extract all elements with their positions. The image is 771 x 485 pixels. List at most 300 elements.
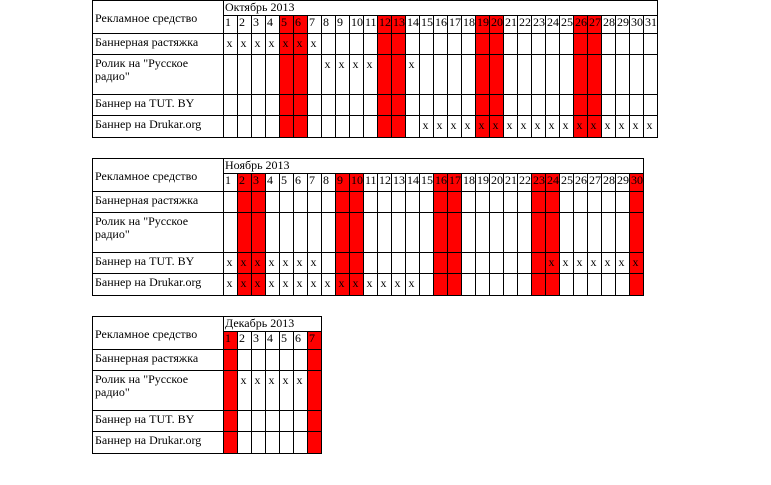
table-row <box>93 253 644 274</box>
schedule-cell <box>546 192 560 213</box>
schedule-cell <box>252 95 266 116</box>
schedule-cell <box>602 274 616 296</box>
schedule-cell <box>266 213 280 253</box>
placement-mark: x <box>576 118 583 132</box>
schedule-cell <box>420 116 434 138</box>
schedule-cell <box>238 350 252 371</box>
table-row <box>93 411 322 432</box>
schedule-cell <box>462 116 476 138</box>
schedule-cell <box>336 274 350 296</box>
schedule-cell <box>224 116 238 138</box>
placement-mark: x <box>576 255 583 269</box>
schedule-cell <box>504 213 518 253</box>
placement-mark: x <box>254 255 261 269</box>
schedule-cell <box>280 371 294 411</box>
schedule-cell <box>252 274 266 296</box>
placement-mark: x <box>450 118 457 132</box>
schedule-cell <box>378 55 392 95</box>
schedule-cell <box>518 55 532 95</box>
schedule-cell <box>462 34 476 55</box>
month-block <box>92 158 644 296</box>
schedule-cell <box>588 213 602 253</box>
schedule-cell <box>252 34 266 55</box>
schedule-cell <box>238 116 252 138</box>
placement-mark: x <box>422 118 429 132</box>
schedule-cell <box>588 34 602 55</box>
schedule-cell <box>224 213 238 253</box>
placement-mark: x <box>310 36 317 50</box>
schedule-cell <box>630 95 644 116</box>
schedule-cell <box>518 253 532 274</box>
day-number: 29 <box>616 16 630 34</box>
placement-mark: x <box>380 276 387 290</box>
schedule-cell <box>420 274 434 296</box>
placement-mark: x <box>240 373 247 387</box>
schedule-cell <box>476 274 490 296</box>
schedule-cell <box>336 34 350 55</box>
schedule-cell <box>294 274 308 296</box>
schedule-cell <box>392 95 406 116</box>
schedule-cell <box>616 95 630 116</box>
month-title: Декабрь 2013 <box>224 317 322 332</box>
schedule-cell <box>280 432 294 454</box>
schedule-cell <box>294 411 308 432</box>
schedule-cell <box>266 116 280 138</box>
media-label: Ролик на "Русское радио" <box>93 55 224 95</box>
schedule-cell <box>336 192 350 213</box>
schedule-cell <box>602 253 616 274</box>
schedule-cell <box>322 192 336 213</box>
schedule-cell <box>392 116 406 138</box>
schedule-cell <box>560 116 574 138</box>
schedule-cell <box>280 192 294 213</box>
schedule-cell <box>490 253 504 274</box>
placement-mark: x <box>408 276 415 290</box>
schedule-cell <box>308 116 322 138</box>
placement-mark: x <box>226 36 233 50</box>
day-number: 27 <box>588 174 602 192</box>
schedule-cell <box>420 95 434 116</box>
schedule-cell <box>308 371 322 411</box>
table-row <box>93 95 658 116</box>
schedule-cell <box>644 34 658 55</box>
schedule-cell <box>616 253 630 274</box>
placement-mark: x <box>646 118 653 132</box>
schedule-cell <box>546 213 560 253</box>
schedule-cell <box>602 34 616 55</box>
schedule-cell <box>560 34 574 55</box>
schedule-cell <box>308 95 322 116</box>
schedule-cell <box>350 274 364 296</box>
schedule-table <box>92 316 322 454</box>
schedule-cell <box>238 432 252 454</box>
schedule-cell <box>518 95 532 116</box>
media-label: Баннерная растяжка <box>93 350 224 371</box>
placement-mark: x <box>268 36 275 50</box>
schedule-cell <box>518 274 532 296</box>
schedule-cell <box>238 371 252 411</box>
schedule-cell <box>406 253 420 274</box>
schedule-cell <box>252 192 266 213</box>
schedule-cell <box>378 34 392 55</box>
schedule-cell <box>532 95 546 116</box>
schedule-cell <box>350 116 364 138</box>
day-number: 27 <box>588 16 602 34</box>
placement-mark: x <box>268 255 275 269</box>
schedule-cell <box>490 55 504 95</box>
placement-mark: x <box>338 276 345 290</box>
schedule-cell <box>378 192 392 213</box>
schedule-cell <box>336 213 350 253</box>
schedule-cell <box>532 192 546 213</box>
schedule-cell <box>294 55 308 95</box>
schedule-cell <box>504 192 518 213</box>
day-number: 7 <box>308 174 322 192</box>
schedule-cell <box>336 253 350 274</box>
schedule-cell <box>322 213 336 253</box>
schedule-cell <box>560 213 574 253</box>
placement-mark: x <box>590 118 597 132</box>
schedule-cell <box>392 253 406 274</box>
media-label: Ролик на "Русское радио" <box>93 371 224 411</box>
day-number: 3 <box>252 332 266 350</box>
placement-mark: x <box>282 255 289 269</box>
month-block <box>92 0 658 138</box>
day-number: 24 <box>546 174 560 192</box>
schedule-cell <box>532 116 546 138</box>
day-number: 1 <box>224 332 238 350</box>
schedule-cell <box>574 213 588 253</box>
placement-mark: x <box>506 118 513 132</box>
schedule-cell <box>294 116 308 138</box>
schedule-cell <box>224 432 238 454</box>
day-number: 26 <box>574 174 588 192</box>
schedule-cell <box>560 55 574 95</box>
schedule-cell <box>252 411 266 432</box>
day-number: 14 <box>406 16 420 34</box>
day-number: 3 <box>252 174 266 192</box>
schedule-cell <box>602 116 616 138</box>
schedule-cell <box>630 55 644 95</box>
placement-mark: x <box>618 118 625 132</box>
schedule-cell <box>546 253 560 274</box>
schedule-cell <box>532 274 546 296</box>
placement-mark: x <box>324 57 331 71</box>
schedule-cell <box>252 213 266 253</box>
day-number: 28 <box>602 174 616 192</box>
schedule-cell <box>308 55 322 95</box>
placement-mark: x <box>366 57 373 71</box>
placement-mark: x <box>254 276 261 290</box>
schedule-cell <box>448 95 462 116</box>
schedule-cell <box>280 116 294 138</box>
schedule-cell <box>574 253 588 274</box>
schedule-cell <box>308 192 322 213</box>
schedule-cell <box>280 55 294 95</box>
schedule-cell <box>588 116 602 138</box>
day-number: 12 <box>378 174 392 192</box>
schedule-cell <box>630 192 644 213</box>
day-number: 20 <box>490 16 504 34</box>
table-row <box>93 192 644 213</box>
schedule-cell <box>630 116 644 138</box>
media-label: Баннер на TUT. BY <box>93 95 224 116</box>
schedule-cell <box>546 95 560 116</box>
schedule-cell <box>462 213 476 253</box>
schedule-cell <box>308 274 322 296</box>
schedule-cell <box>434 274 448 296</box>
schedule-cell <box>406 55 420 95</box>
day-number: 30 <box>630 174 644 192</box>
schedule-cell <box>476 253 490 274</box>
day-number: 29 <box>616 174 630 192</box>
schedule-cell <box>602 213 616 253</box>
day-number: 16 <box>434 174 448 192</box>
schedule-cell <box>546 274 560 296</box>
day-number: 21 <box>504 16 518 34</box>
placement-mark: x <box>562 255 569 269</box>
day-number: 18 <box>462 174 476 192</box>
schedule-cell <box>518 116 532 138</box>
schedule-cell <box>364 253 378 274</box>
schedule-cell <box>336 95 350 116</box>
schedule-cell <box>504 95 518 116</box>
media-label: Баннерная растяжка <box>93 192 224 213</box>
schedule-cell <box>280 213 294 253</box>
schedule-cell <box>406 95 420 116</box>
schedule-cell <box>406 34 420 55</box>
schedule-cell <box>462 192 476 213</box>
schedule-cell <box>616 213 630 253</box>
schedule-cell <box>574 95 588 116</box>
schedule-cell <box>378 274 392 296</box>
schedule-cell <box>630 213 644 253</box>
day-number: 8 <box>322 16 336 34</box>
schedule-cell <box>294 34 308 55</box>
placement-mark: x <box>366 276 373 290</box>
day-number: 23 <box>532 174 546 192</box>
schedule-cell <box>266 432 280 454</box>
schedule-cell <box>238 274 252 296</box>
placement-mark: x <box>226 276 233 290</box>
schedule-cell <box>504 34 518 55</box>
placement-mark: x <box>268 276 275 290</box>
schedule-cell <box>392 213 406 253</box>
schedule-cell <box>420 213 434 253</box>
schedule-cell <box>392 192 406 213</box>
schedule-cell <box>364 274 378 296</box>
schedule-cell <box>406 274 420 296</box>
placement-mark: x <box>632 118 639 132</box>
day-number: 5 <box>280 174 294 192</box>
schedule-cell <box>588 95 602 116</box>
schedule-cell <box>588 253 602 274</box>
schedule-cell <box>266 350 280 371</box>
media-label: Баннерная растяжка <box>93 34 224 55</box>
placement-mark: x <box>548 255 555 269</box>
placement-mark: x <box>338 57 345 71</box>
day-number: 28 <box>602 16 616 34</box>
schedule-cell <box>406 213 420 253</box>
schedule-cell <box>448 213 462 253</box>
header-label: Рекламное средство <box>93 317 224 350</box>
schedule-cell <box>448 55 462 95</box>
placement-mark: x <box>254 373 261 387</box>
placement-mark: x <box>464 118 471 132</box>
schedule-cell <box>266 34 280 55</box>
day-number: 7 <box>308 332 322 350</box>
day-number: 9 <box>336 174 350 192</box>
placement-mark: x <box>562 118 569 132</box>
schedule-cell <box>238 411 252 432</box>
placement-mark: x <box>296 276 303 290</box>
schedule-cell <box>252 116 266 138</box>
schedule-cell <box>266 274 280 296</box>
placement-mark: x <box>282 276 289 290</box>
schedule-cell <box>364 34 378 55</box>
schedule-cell <box>574 192 588 213</box>
schedule-cell <box>378 116 392 138</box>
schedule-cell <box>616 116 630 138</box>
schedule-cell <box>252 253 266 274</box>
schedule-cell <box>644 55 658 95</box>
schedule-cell <box>546 34 560 55</box>
day-number: 5 <box>280 332 294 350</box>
schedule-cell <box>378 253 392 274</box>
schedule-cell <box>560 192 574 213</box>
schedule-cell <box>434 116 448 138</box>
schedule-cell <box>448 274 462 296</box>
schedule-cell <box>560 274 574 296</box>
schedule-cell <box>280 95 294 116</box>
schedule-cell <box>238 34 252 55</box>
schedule-cell <box>252 350 266 371</box>
schedule-cell <box>546 116 560 138</box>
schedule-cell <box>630 253 644 274</box>
placement-mark: x <box>394 276 401 290</box>
placement-mark: x <box>296 373 303 387</box>
schedule-cell <box>476 95 490 116</box>
placement-mark: x <box>548 118 555 132</box>
table-row <box>93 432 322 454</box>
day-number: 10 <box>350 16 364 34</box>
schedule-cell <box>588 192 602 213</box>
media-label: Баннер на Drukar.org <box>93 116 224 138</box>
schedule-cell <box>322 55 336 95</box>
schedule-cell <box>378 95 392 116</box>
schedule-cell <box>308 253 322 274</box>
placement-mark: x <box>352 57 359 71</box>
schedule-cell <box>350 34 364 55</box>
schedule-cell <box>252 371 266 411</box>
schedule-cell <box>224 95 238 116</box>
schedule-cell <box>518 34 532 55</box>
schedule-table <box>92 158 644 296</box>
schedule-cell <box>434 55 448 95</box>
schedule-cell <box>518 213 532 253</box>
placement-mark: x <box>296 36 303 50</box>
schedule-cell <box>224 192 238 213</box>
schedule-cell <box>294 371 308 411</box>
schedule-cell <box>434 253 448 274</box>
day-number: 21 <box>504 174 518 192</box>
schedule-cell <box>252 432 266 454</box>
schedule-cell <box>238 213 252 253</box>
day-number: 24 <box>546 16 560 34</box>
day-number: 10 <box>350 174 364 192</box>
schedule-cell <box>280 350 294 371</box>
schedule-cell <box>420 253 434 274</box>
schedule-cell <box>308 411 322 432</box>
schedule-cell <box>448 192 462 213</box>
schedule-cell <box>434 213 448 253</box>
schedule-cell <box>224 350 238 371</box>
placement-mark: x <box>520 118 527 132</box>
media-label: Баннер на TUT. BY <box>93 411 224 432</box>
schedule-cell <box>616 192 630 213</box>
schedule-cell <box>448 34 462 55</box>
schedule-cell <box>462 253 476 274</box>
day-number: 25 <box>560 16 574 34</box>
schedule-cell <box>406 192 420 213</box>
schedule-cell <box>224 371 238 411</box>
day-number: 8 <box>322 174 336 192</box>
day-number: 19 <box>476 174 490 192</box>
day-number: 22 <box>518 174 532 192</box>
day-number: 18 <box>462 16 476 34</box>
schedule-cell <box>364 95 378 116</box>
schedule-cell <box>322 253 336 274</box>
schedule-cell <box>476 116 490 138</box>
schedule-cell <box>420 192 434 213</box>
schedule-cell <box>308 213 322 253</box>
day-number: 1 <box>224 174 238 192</box>
schedule-cell <box>490 213 504 253</box>
schedule-cell <box>476 34 490 55</box>
schedule-cell <box>546 55 560 95</box>
schedule-cell <box>518 192 532 213</box>
day-number: 6 <box>294 332 308 350</box>
day-number: 11 <box>364 174 378 192</box>
placement-mark: x <box>618 255 625 269</box>
schedule-cell <box>462 274 476 296</box>
placement-mark: x <box>282 36 289 50</box>
schedule-cell <box>490 192 504 213</box>
day-number: 22 <box>518 16 532 34</box>
placement-mark: x <box>226 255 233 269</box>
schedule-cell <box>574 34 588 55</box>
table-row <box>93 55 658 95</box>
schedule-cell <box>336 116 350 138</box>
schedule-cell <box>238 95 252 116</box>
day-number: 12 <box>378 16 392 34</box>
schedule-cell <box>336 55 350 95</box>
schedule-cell <box>630 274 644 296</box>
day-number: 4 <box>266 16 280 34</box>
day-number: 11 <box>364 16 378 34</box>
schedule-cell <box>350 55 364 95</box>
schedule-cell <box>350 192 364 213</box>
day-number: 25 <box>560 174 574 192</box>
day-number: 20 <box>490 174 504 192</box>
schedule-cell <box>504 55 518 95</box>
day-number: 13 <box>392 16 406 34</box>
day-number: 3 <box>252 16 266 34</box>
placement-mark: x <box>296 255 303 269</box>
schedule-cell <box>364 213 378 253</box>
schedule-cell <box>266 253 280 274</box>
schedule-cell <box>532 213 546 253</box>
